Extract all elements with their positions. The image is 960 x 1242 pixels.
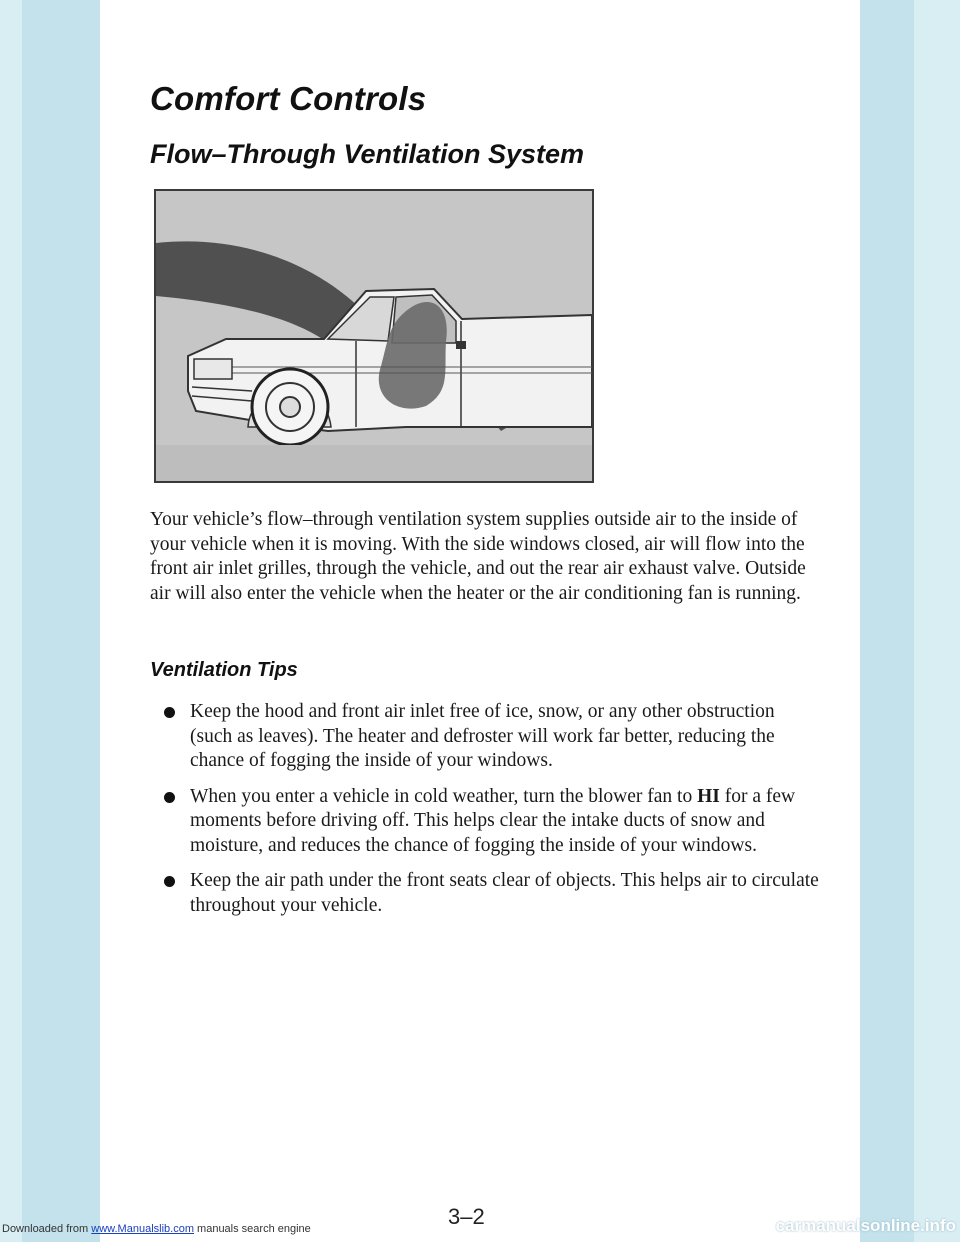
tips-heading: Ventilation Tips	[150, 659, 298, 681]
right-margin	[914, 0, 960, 1242]
list-item	[150, 869, 820, 918]
list-item	[150, 785, 820, 859]
vehicle-airflow-illustration	[154, 189, 594, 483]
tip-bold-setting: HI	[697, 785, 720, 807]
left-scan-shadow	[22, 0, 100, 1242]
tip-text-before: When you enter a vehicle in cold weather, turn the blower fan to	[190, 785, 698, 807]
manualslib-link[interactable]: www.Manualslib.com	[91, 1223, 194, 1235]
tip-text: Keep the air path under the front seats clear of objects. This helps air to circulate throughout your vehicle.	[190, 870, 819, 916]
footer-suffix: manuals search engine	[193, 1223, 311, 1235]
bullet-icon	[164, 792, 175, 803]
footer-prefix: Downloaded from	[2, 1223, 92, 1235]
right-scan-shadow	[860, 0, 914, 1242]
bullet-icon	[164, 707, 175, 718]
list-item	[150, 700, 820, 774]
tips-list	[150, 700, 820, 929]
body-paragraph: Your vehicle’s flow–through ventilation system supplies outside air to the inside of your vehicle when it is moving. With the side windows closed, air will flow into the front air inlet grilles, through the vehicle, and out the rear air exhaust valve. Outside air will also enter the vehicle when the heater or the air conditioning fan is running.	[150, 509, 806, 604]
tip-text-after: for a few moments before driving off. This helps clear the intake ducts of snow and moisture, and reduces the chance of fogging the inside of your windows.	[190, 785, 796, 856]
manual-page	[100, 0, 860, 1242]
bullet-icon	[164, 876, 175, 887]
watermark-text: carmanualsonline.info	[775, 1216, 956, 1235]
section-heading: Comfort Controls	[150, 80, 427, 117]
tip-text: Keep the hood and front air inlet free of ice, snow, or any other obstruction (such as leaves). The heater and defroster will work far better, reducing the chance of fogging the inside of your windows.	[190, 701, 775, 771]
section-subheading: Flow–Through Ventilation System	[150, 139, 585, 169]
left-margin	[0, 0, 22, 1242]
page-number: 3–2	[448, 1204, 485, 1229]
download-footer	[2, 1223, 311, 1235]
truck-airflow-drawing	[156, 191, 592, 481]
